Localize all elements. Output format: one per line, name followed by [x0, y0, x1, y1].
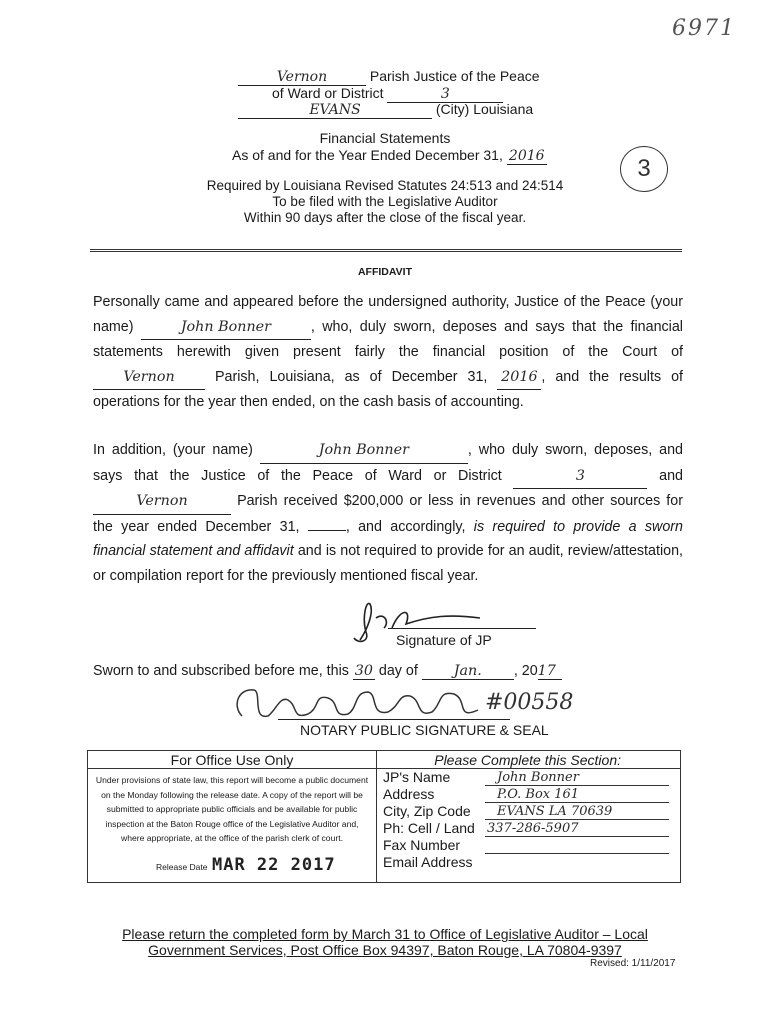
- p2-text-f: and is not required to provide for an audit, review/attestation, or compilation report for the previously mentioned fiscal year.: [93, 543, 684, 584]
- email-label: Email Address: [383, 854, 473, 870]
- ward-prefix: of Ward or District: [272, 85, 384, 101]
- ward-field[interactable]: 3: [387, 86, 503, 103]
- fs-year-field[interactable]: 2016: [507, 148, 547, 165]
- p1-text-b: , who, duly sworn, deposes and says that the financial statements herewith given present fairly the financial position of the Court of: [93, 318, 683, 360]
- p2-year-field[interactable]: [308, 530, 346, 531]
- req-line-3: Within 90 days after the close of the fiscal year.: [243, 210, 527, 225]
- notary-number: #00558: [485, 690, 574, 715]
- fs-title: Financial Statements: [319, 130, 451, 146]
- sworn-month-field[interactable]: Jan.: [422, 663, 514, 680]
- city-line: [238, 101, 533, 119]
- city-zip-label: City, Zip Code: [383, 803, 471, 819]
- p2-text-c: and: [659, 467, 683, 484]
- p2-italic-text: is required to provide a sworn financial statement and affidavit: [93, 518, 684, 559]
- complete-section-box: [377, 751, 680, 882]
- affidavit-title: AFFIDAVIT: [357, 266, 413, 278]
- phone-value[interactable]: 337-286-5907: [485, 820, 669, 837]
- footer-line-1: Please return the completed form by March 31 to Office of Legislative Auditor – Local: [122, 926, 648, 942]
- fax-label: Fax Number: [383, 837, 461, 853]
- affidavit-paragraph-2: [93, 438, 683, 588]
- office-use-text: Under provisions of state law, this report will become a public document on the Monday following the release date. A copy of the report will be submitted to appropriate public officials and be available for public inspection at the Baton Rouge office of the Legislative Auditor and, where appropriate, at the office of the parish clerk of court.: [95, 775, 369, 843]
- address-value[interactable]: P.O. Box 161: [485, 786, 669, 803]
- p2-text-a: In addition, (your name): [93, 442, 253, 458]
- corner-number: 6971: [672, 16, 736, 41]
- p2-ward-field[interactable]: 3: [513, 464, 647, 490]
- p1-court-field[interactable]: Vernon: [93, 365, 205, 391]
- p1-text-c: Parish, Louisiana, as of December 31,: [214, 368, 488, 385]
- email-value[interactable]: [485, 854, 669, 870]
- p2-parish-field[interactable]: Vernon: [93, 489, 231, 515]
- requirement-block: [0, 178, 770, 226]
- p2-name-field[interactable]: John Bonner: [260, 438, 468, 464]
- sworn-year-field[interactable]: 17: [538, 663, 562, 680]
- p1-text-a: Personally came and appeared before the undersigned authority, Justice of the Peace (your name): [93, 294, 683, 335]
- notary-signature-line: [278, 719, 510, 720]
- jp-name-label: JP's Name: [383, 769, 451, 785]
- affidavit-paragraph-1: [93, 290, 683, 415]
- header-divider: [90, 249, 682, 252]
- sworn-text-b: day of: [378, 663, 418, 679]
- release-date-stamp: MAR 22 2017: [211, 855, 336, 875]
- p1-text-d: , and the results of operations for the year then ended, on the cash basis of accounting.: [93, 368, 684, 410]
- city-field[interactable]: EVANS: [238, 102, 432, 119]
- bottom-boxes: [87, 750, 681, 883]
- field-row: [383, 769, 475, 871]
- notary-label: NOTARY PUBLIC SIGNATURE & SEAL: [300, 722, 549, 738]
- parish-suffix: Parish Justice of the Peace: [369, 68, 540, 84]
- fs-asof-line: [232, 147, 547, 165]
- sworn-line: [93, 663, 562, 680]
- office-use-box: [88, 751, 377, 882]
- jp-signature-line: [388, 628, 536, 629]
- p2-text-e: , and accordingly,: [345, 518, 466, 535]
- p2-text-b: , who duly sworn, deposes, and says that the Justice of the Peace of Ward or District: [93, 442, 683, 484]
- parish-name-field[interactable]: Vernon: [238, 69, 366, 86]
- office-use-title: For Office Use Only: [88, 752, 376, 769]
- p1-year-field[interactable]: 2016: [497, 365, 541, 391]
- phone-label: Ph: Cell / Land: [383, 820, 475, 836]
- fs-asof: As of and for the Year Ended December 31,: [232, 147, 503, 163]
- parish-line: [238, 68, 540, 86]
- sworn-text-a: Sworn to and subscribed before me, this: [93, 663, 349, 679]
- req-line-2: To be filed with the Legislative Auditor: [272, 194, 498, 209]
- p1-name-field[interactable]: John Bonner: [141, 315, 311, 341]
- jp-signature-label: Signature of JP: [396, 632, 492, 648]
- release-date-row: [156, 855, 336, 875]
- req-line-1: Required by Louisiana Revised Statutes 24:513 and 24:514: [206, 178, 564, 193]
- complete-section-title: Please Complete this Section:: [377, 752, 680, 769]
- fax-value[interactable]: [485, 837, 669, 854]
- field-values: [485, 769, 669, 870]
- revised-date: Revised: 1/11/2017: [590, 958, 676, 969]
- jp-name-value[interactable]: John Bonner: [485, 769, 669, 786]
- city-suffix: (City) Louisiana: [435, 101, 534, 117]
- p2-text-d: Parish received $200,000 or less in revenues and other sources for the year ended December 31,: [93, 493, 683, 535]
- release-date-label: Release Date: [156, 862, 208, 872]
- circled-number: 3: [620, 146, 668, 192]
- footer-line-2: Government Services, Post Office Box 94397, Baton Rouge, LA 70804-9397: [148, 942, 622, 958]
- sworn-day-field[interactable]: 30: [354, 663, 373, 679]
- address-label: Address: [383, 786, 435, 802]
- sworn-text-c: , 20: [513, 663, 538, 679]
- city-zip-value[interactable]: EVANS LA 70639: [485, 803, 669, 820]
